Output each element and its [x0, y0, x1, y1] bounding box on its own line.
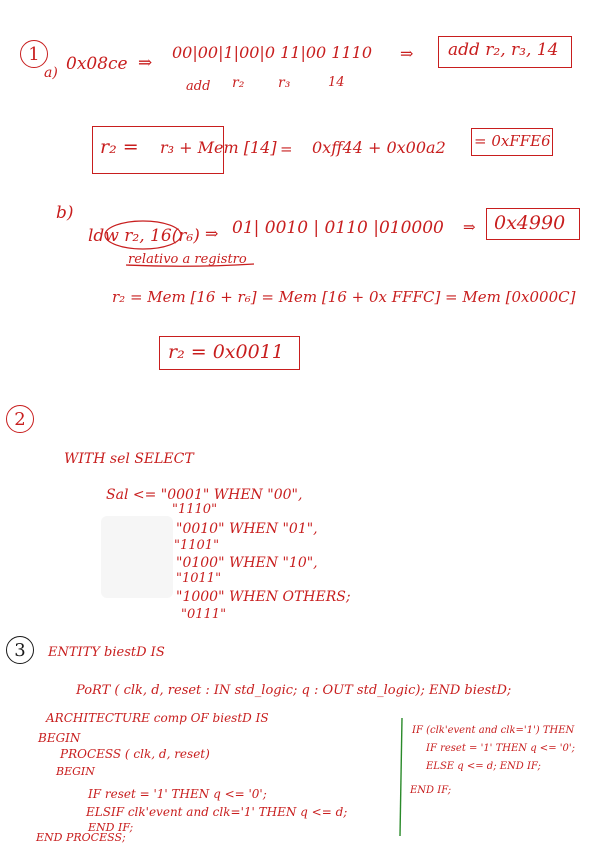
result-a: add r₂, r₃, 14: [448, 40, 559, 60]
question-1-number: 1: [20, 40, 48, 68]
entity-line: ENTITY biestD IS: [48, 645, 165, 660]
equation-values: 0xff44 + 0x00a2: [312, 138, 446, 157]
alt-if-line: IF (clk'event and clk='1') THEN: [412, 725, 575, 736]
select-line-7: "1000" WHEN OTHERS;: [176, 589, 351, 605]
field-label-r2: r₂: [232, 75, 245, 91]
binary-encoding: 00|00|1|00|0 11|00 1110: [172, 43, 372, 62]
select-line-4: "1101": [174, 538, 220, 553]
port-line: PoRT ( clk, d, reset : IN std_logic; q : OUT std_logic); END biestD;: [76, 683, 512, 698]
equation-mem: r₃ + Mem [14]: [160, 138, 277, 157]
equation-lhs: r₂ =: [100, 136, 139, 158]
final-result: r₂ = 0x0011: [168, 341, 284, 363]
field-label-r3: r₃: [278, 75, 291, 91]
equation-equals: =: [280, 140, 293, 158]
end-process-line: END PROCESS;: [36, 831, 126, 844]
process-line: PROCESS ( clk, d, reset): [60, 747, 210, 761]
instruction-ldw: ldw r₂, 16(r₆): [88, 226, 200, 246]
select-line-6: "1011": [176, 571, 222, 586]
question-2-number: 2: [6, 405, 34, 433]
select-line-1: Sal <= "0001" WHEN "00",: [106, 487, 303, 503]
with-select-line: WITH sel SELECT: [64, 451, 194, 467]
select-line-2: "1110": [172, 502, 218, 517]
end-if-line: END IF;: [88, 821, 134, 834]
binary-encoding-b: 01| 0010 | 0110 |010000: [232, 218, 444, 238]
alt-if-reset-line: IF reset = '1' THEN q <= '0';: [426, 743, 575, 754]
part-b-label: b): [56, 203, 74, 223]
equation-result: = 0xFFE6: [474, 132, 551, 150]
field-label-add: add: [186, 79, 211, 94]
part-a-label: a): [44, 65, 58, 81]
alt-end-if-line: END IF;: [410, 785, 452, 796]
arrow: ⇒: [138, 53, 153, 73]
memory-equation: r₂ = Mem [16 + r₆] = Mem [16 + 0x FFFC] = Mem [0x000C]: [112, 288, 576, 306]
hex-value: 0x08ce: [66, 54, 128, 74]
result-arrow-b: ⇒: [463, 218, 476, 236]
select-line-5: "0100" WHEN "10",: [176, 555, 318, 571]
question-3-number: 3: [6, 636, 34, 664]
architecture-line: ARCHITECTURE comp OF biestD IS: [46, 711, 269, 725]
select-line-8: "0111": [181, 607, 227, 622]
arrow-b: ⇒: [205, 224, 219, 243]
if-reset-line: IF reset = '1' THEN q <= '0';: [88, 787, 267, 801]
select-line-3: "0010" WHEN "01",: [176, 521, 318, 537]
result-b: 0x4990: [494, 212, 566, 234]
elsif-line: ELSIF clk'event and clk='1' THEN q <= d;: [86, 805, 348, 819]
field-label-14: 14: [328, 75, 345, 90]
result-arrow: ⇒: [400, 44, 414, 63]
process-begin-line: BEGIN: [56, 765, 95, 778]
begin-line: BEGIN: [38, 731, 81, 745]
alt-else-line: ELSE q <= d; END IF;: [426, 761, 541, 772]
addressing-mode-note: relativo a registro: [128, 252, 247, 267]
